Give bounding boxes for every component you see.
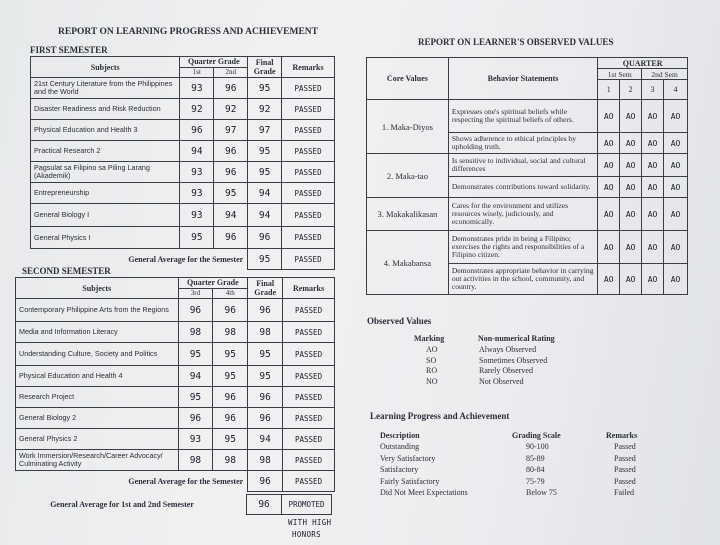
quarter-grade-a: 93 [180,78,214,99]
remarks-header: Remarks [606,431,638,440]
col-behavior-statements: Behavior Statements [448,58,597,100]
quarter-grade-a: 93 [180,183,214,204]
value-mark: AO [620,100,642,133]
col-remarks: Remarks [282,57,335,78]
quarter-grade-a: 92 [180,99,214,120]
value-mark: AO [598,177,620,198]
value-mark: AO [642,133,664,154]
quarter-grade-a: 96 [178,408,213,429]
quarter-grade-b: 96 [213,299,248,322]
overall-average-value: 96 [247,495,282,515]
col-q3: 3rd [178,288,213,299]
values-table [366,57,688,295]
col-remarks-2: Remarks [283,278,335,299]
behavior-statement: Cares for the environment and utilizes resources wisely, judiciously, and economically. [448,198,597,231]
value-mark: AO [642,100,664,133]
subject-name: Disaster Readiness and Risk Reduction [31,99,180,120]
remarks-value: PASSED [283,366,335,387]
grade-row [16,429,335,450]
value-mark: AO [598,198,620,231]
first-semester-heading: FIRST SEMESTER [30,45,108,55]
marking-header: Marking [414,334,445,343]
description-text: Did Not Meet Expectations [380,488,468,497]
value-mark: AO [620,264,642,295]
col-final-grade-2: Final Grade [248,278,283,299]
remarks-value: PASSED [282,162,335,183]
quarter-grade-b: 98 [213,450,248,471]
learning-progress-title: Learning Progress and Achievement [370,411,510,421]
quarter-grade-a: 95 [180,227,214,249]
grade-row [16,450,335,471]
subject-name: General Biology I [31,204,180,227]
values-report-title: REPORT ON LEARNER'S OBSERVED VALUES [418,37,614,47]
first-semester-table [30,56,335,270]
quarter-grade-b: 96 [214,78,248,99]
description-header: Description [380,431,420,440]
report-title: REPORT ON LEARNING PROGRESS AND ACHIEVEMENT [58,27,318,37]
quarter-grade-a: 96 [178,299,213,322]
behavior-statement: Shows adherence to ethical principles by upholding truth. [448,133,597,154]
value-mark: AO [598,133,620,154]
subject-name: General Physics 2 [16,429,179,450]
quarter-grade-a: 95 [178,343,213,366]
remarks-text: Passed [614,476,636,486]
quarter-grade-a: 93 [180,204,214,227]
quarter-grade-b: 97 [214,120,248,141]
grade-row [31,227,335,249]
value-mark: AO [642,154,664,177]
grade-row [31,78,335,99]
behavior-statement: Is sensitive to individual, social and cultural differences [448,154,597,177]
sem1-average-value: 95 [248,249,282,270]
overall-remarks: PROMOTED [282,495,332,515]
remarks-value: PASSED [283,408,335,429]
final-grade: 92 [248,99,282,120]
quarter-grade-a: 96 [180,120,214,141]
remarks-value: PASSED [282,141,335,162]
quarter-grade-b: 96 [213,408,248,429]
rating-text: Not Observed [479,376,524,386]
remarks-value: PASSED [283,429,335,450]
scale-text: 80-84 [526,465,545,474]
subject-name: Entrepreneurship [31,183,180,204]
grade-row [16,387,335,408]
quarter-grade-b: 96 [213,387,248,408]
core-value-makabansa: 4. Makabansa [367,231,449,295]
quarter-grade-b: 96 [214,141,248,162]
remarks-value: PASSED [283,343,335,366]
value-mark: AO [598,264,620,295]
value-mark: AO [598,100,620,133]
subject-name: Physical Education and Health 3 [31,120,180,141]
subject-name: Media and Information Literacy [16,322,179,343]
second-semester-table [15,277,335,492]
remarks-value: PASSED [282,78,335,99]
value-mark: AO [664,231,688,264]
value-mark: AO [598,231,620,264]
quarter-grade-b: 92 [214,99,248,120]
remarks-value: PASSED [282,204,335,227]
marking-code: AO [426,345,438,354]
grade-row [31,141,335,162]
value-mark: AO [620,133,642,154]
col-subjects: Subjects [31,57,180,78]
quarter-grade-b: 96 [214,227,248,249]
final-grade: 97 [248,120,282,141]
value-mark: AO [642,231,664,264]
remarks-value: PASSED [282,120,335,141]
description-text: Outstanding [380,442,420,451]
overall-remarks-line2: WITH HIGH [288,518,332,527]
quarter-grade-a: 98 [178,322,213,343]
description-text: Satisfactory [380,465,419,474]
overall-average-label: General Average for 1st and 2nd Semester [50,500,194,509]
quarter-grade-a: 93 [180,162,214,183]
marking-code: SO [426,355,437,365]
quarter-grade-b: 95 [213,429,248,450]
scale-text: 85-89 [526,453,545,463]
col-sem1: 1st Sem [598,69,642,80]
grade-row [31,120,335,141]
final-grade: 98 [248,450,283,471]
col-quarter-grade: Quarter Grade [180,57,248,68]
col-quarter-2: 2 [620,80,642,100]
value-mark: AO [620,177,642,198]
col-q2: 2nd [214,67,248,78]
sem2-average-value: 96 [248,471,283,492]
final-grade: 95 [248,141,282,162]
core-value-maka-diyos: 1. Maka-Diyos [367,100,449,154]
remarks-text: Passed [614,453,636,463]
marking-code: NO [426,376,438,386]
quarter-grade-a: 94 [180,141,214,162]
grade-row [31,204,335,227]
final-grade: 95 [248,343,283,366]
grade-row [31,162,335,183]
behavior-statement: Demonstrates contributions toward solidarity. [448,177,597,198]
col-core-values: Core Values [367,58,449,100]
overall-remarks-line3: HONORS [292,530,321,539]
final-grade: 96 [248,227,282,249]
col-final-grade: Final Grade [248,57,282,78]
marking-code: RO [426,366,438,375]
subject-name: Physical Education and Health 4 [16,366,179,387]
grade-row [16,408,335,429]
scale-text: 75-79 [526,476,545,486]
quarter-grade-a: 98 [178,450,213,471]
overall-average-table [2,494,332,515]
remarks-value: PASSED [283,387,335,408]
final-grade: 96 [248,408,283,429]
remarks-text: Passed [614,465,636,474]
value-mark: AO [664,133,688,154]
behavior-statement: Demonstrates pride in being a Filipino; exercises the rights and responsibilities of a Filipino citizen. [448,231,597,264]
quarter-grade-b: 95 [213,366,248,387]
sem2-average-label: General Average for the Semester [128,476,244,486]
final-grade: 94 [248,429,283,450]
remarks-value: PASSED [283,322,335,343]
value-mark: AO [664,264,688,295]
value-mark: AO [664,100,688,133]
value-mark: AO [620,154,642,177]
value-mark: AO [642,177,664,198]
grade-row [16,343,335,366]
col-subjects-2: Subjects [16,278,179,299]
subject-name: Pagsulat sa Filipino sa Piling Larang (Akademik) [31,162,180,183]
grading-scale-header: Grading Scale [512,431,561,440]
rating-text: Rarely Observed [479,366,533,375]
final-grade: 94 [248,204,282,227]
description-text: Fairly Satisfactory [380,476,440,486]
value-mark: AO [642,264,664,295]
col-quarter-4: 4 [664,80,688,100]
grade-row [16,366,335,387]
core-value-makakalikasan: 3. Makakalikasan [367,198,449,231]
final-grade: 98 [248,322,283,343]
second-semester-heading: SECOND SEMESTER [22,266,111,276]
final-grade: 95 [248,162,282,183]
remarks-value: PASSED [283,299,335,322]
value-mark: AO [664,198,688,231]
final-grade: 96 [248,299,283,322]
quarter-grade-a: 95 [178,387,213,408]
subject-name: General Biology 2 [16,408,179,429]
scale-text: 90-100 [526,442,549,451]
col-quarter-grade-2: Quarter Grade [178,278,248,289]
sem1-average-label: General Average for the Semester [128,254,244,264]
sem2-average-remarks: PASSED [283,471,335,492]
remarks-value: PASSED [282,183,335,204]
quarter-grade-b: 95 [213,343,248,366]
quarter-grade-a: 94 [178,366,213,387]
value-mark: AO [620,198,642,231]
col-quarter: QUARTER [598,58,688,69]
rating-text: Always Observed [479,345,537,354]
subject-name: Research Project [16,387,179,408]
col-quarter-1: 1 [598,80,620,100]
grade-row [16,299,335,322]
col-sem2: 2nd Sem [642,69,688,80]
quarter-grade-b: 95 [214,183,248,204]
grade-row [31,99,335,120]
core-value-maka-tao: 2. Maka-tao [367,154,449,198]
grade-row [16,322,335,343]
behavior-statement: Expresses one's spiritual beliefs while respecting the spiritual beliefs of others. [448,100,597,133]
remarks-value: PASSED [282,227,335,249]
description-text: Very Satisfactory [380,453,436,463]
final-grade: 95 [248,78,282,99]
behavior-statement: Demonstrates appropriate behavior in carrying out activities in the school, community, and country. [448,264,597,295]
rating-header: Non-numerical Rating [478,334,555,343]
value-mark: AO [664,154,688,177]
final-grade: 95 [248,366,283,387]
value-mark: AO [642,198,664,231]
col-q4: 4th [213,288,248,299]
remarks-value: PASSED [283,450,335,471]
subject-name: General Physics I [31,227,180,249]
value-mark: AO [664,177,688,198]
quarter-grade-a: 93 [178,429,213,450]
subject-name: Understanding Culture, Society and Politics [16,343,179,366]
value-mark: AO [620,231,642,264]
quarter-grade-b: 96 [214,162,248,183]
remarks-text: Failed [614,488,634,497]
subject-name: Practical Research 2 [31,141,180,162]
final-grade: 94 [248,183,282,204]
remarks-text: Passed [614,442,636,451]
subject-name: 21st Century Literature from the Philippines and the World [31,78,180,99]
value-mark: AO [598,154,620,177]
final-grade: 96 [248,387,283,408]
scale-text: Below 75 [526,488,557,497]
col-quarter-3: 3 [642,80,664,100]
subject-name: Contemporary Philippine Arts from the Regions [16,299,179,322]
quarter-grade-b: 98 [213,322,248,343]
sem1-average-remarks: PASSED [282,249,335,270]
observed-values-title: Observed Values [367,316,432,326]
rating-text: Sometimes Observed [479,355,548,365]
quarter-grade-b: 94 [214,204,248,227]
subject-name: Work Immersion/Research/Career Advocacy/ Culminating Activity [16,450,179,471]
grade-row [31,183,335,204]
col-q1: 1st [180,67,214,78]
remarks-value: PASSED [282,99,335,120]
